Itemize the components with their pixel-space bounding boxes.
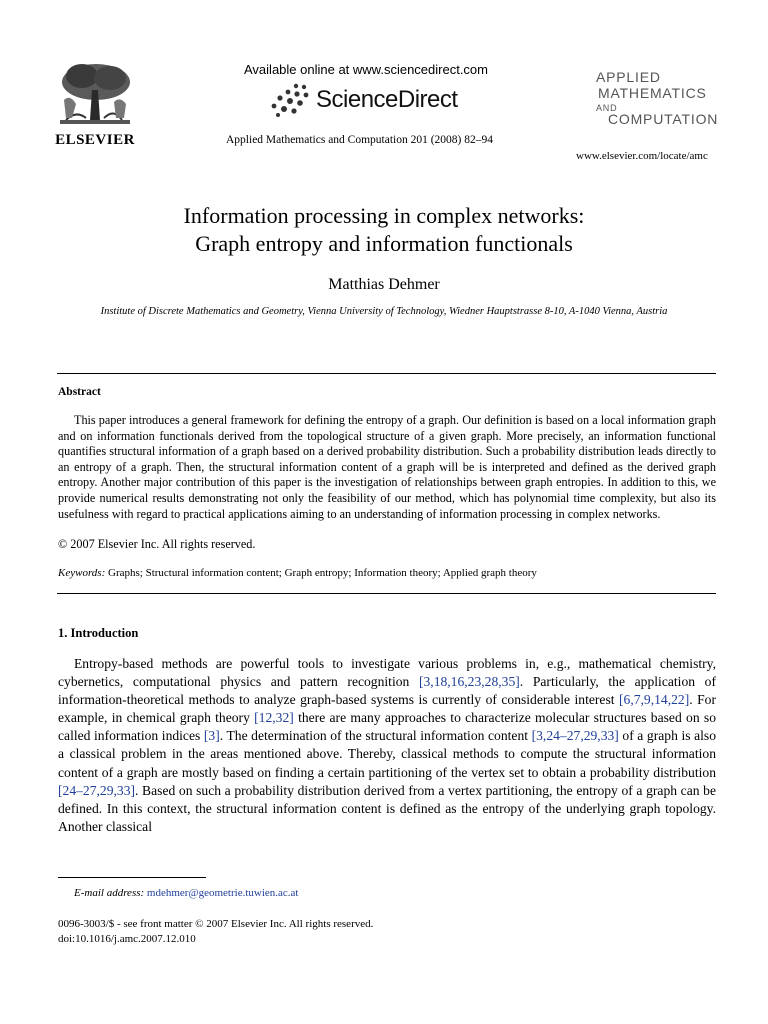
sciencedirect-dots-icon — [266, 82, 316, 118]
elsevier-logo — [52, 60, 138, 148]
keywords — [58, 567, 537, 579]
citation-link[interactable]: [6,7,9,14,22] — [619, 692, 690, 708]
introduction-paragraph — [58, 655, 716, 836]
publisher-name: ELSEVIER — [55, 132, 135, 148]
intro-text: . The determination of the structural information content — [219, 728, 532, 744]
issn-line: 0096-3003/$ - see front matter © 2007 Elsevier Inc. All rights reserved. — [58, 918, 374, 930]
intro-text: . Based on such a probability distribution derived from a vertex partitioning, the entropy of a graph can be defined. In this context, the structural information content is defined as the entropy of the underlying graph topology. Another classical — [58, 782, 716, 834]
journal-url[interactable]: www.elsevier.com/locate/amc — [576, 150, 708, 162]
intro-text: . For example, in chemical graph theory — [58, 692, 717, 726]
article-title-line-1: Information processing in complex networks: — [183, 203, 585, 228]
citation-link[interactable]: [3] — [203, 728, 220, 744]
front-matter — [58, 917, 373, 947]
sciencedirect-wordmark: ScienceDirect — [316, 86, 458, 113]
sciencedirect-logo — [266, 82, 466, 118]
citation-link[interactable]: [3,24–27,29,33] — [531, 728, 619, 744]
abstract-bottom-rule — [57, 593, 716, 594]
email-link[interactable]: mdehmer@geometrie.tuwien.ac.at — [146, 887, 299, 899]
journal-logo-line-3: AND — [596, 103, 618, 113]
article-title-line-2: Graph entropy and information functionals — [195, 231, 573, 256]
section-heading: 1. Introduction — [58, 626, 139, 640]
footnote-rule — [58, 877, 206, 878]
citation-link[interactable]: [24–27,29,33] — [58, 782, 136, 798]
intro-text: Entropy-based methods are powerful tools to investigate various problems in, e.g., mathematical chemistry, cybernetics, computational physics and pattern recognition — [58, 656, 716, 690]
citation-link[interactable]: [12,32] — [254, 710, 294, 726]
author-name: Matthias Dehmer — [328, 276, 440, 293]
intro-text: . Particularly, the application of information-theoretical methods to analyze graph-based systems is currently of considerable interest — [58, 674, 716, 708]
abstract-top-rule — [57, 373, 716, 374]
intro-text: there are many approaches to characterize molecular structures based on so called information indices — [58, 710, 717, 744]
journal-logo-line-1: APPLIED — [596, 69, 661, 85]
available-online-text: Available online at www.sciencedirect.com — [244, 62, 488, 77]
author-affiliation: Institute of Discrete Mathematics and Geometry, Vienna University of Technology, Wiedner Hauptstrasse 8-10, A-1040 Vienna, Austria — [100, 306, 668, 317]
journal-logo-line-4: COMPUTATION — [608, 111, 719, 127]
keywords-label: Keywords: — [58, 567, 106, 579]
intro-text: of a graph is also a classical problem in the areas mentioned above. Thereby, classical methods to compute the structural information content of a graph are mostly based on finding a certain partitioning of the vertex set to obtain a probability distribution — [58, 728, 716, 780]
abstract-text: This paper introduces a general framework for defining the entropy of a graph. Our definition is based on a local information graph and on information functionals derived from the topological structure of a given graph. More precisely, an information functional quantifies structural information of a graph based on a derived probability distribution. Such a probability distribution leads directly to an entropy of a graph. Then, the structural information content of a graph will be is interpreted and defined as the derived graph entropy. Another major contribution of this paper is the investigation of relationships between graph entropies. In addition to this, we provide numerical results demonstrating not only the feasibility of our method, which has polynomial time complexity, but also its usefulness with regard to practical applications aiming to an understanding of information processing in complex networks. — [58, 413, 716, 521]
doi-line: doi:10.1016/j.amc.2007.12.010 — [58, 933, 196, 945]
journal-logo — [596, 70, 720, 132]
keywords-list: Graphs; Structural information content; Graph entropy; Information theory; Applied graph theory — [108, 567, 537, 579]
footnote — [74, 887, 298, 899]
email-label: E-mail address: — [74, 887, 145, 899]
abstract-copyright: © 2007 Elsevier Inc. All rights reserved. — [58, 537, 256, 551]
citation-link[interactable]: [3,18,16,23,28,35] — [418, 674, 520, 690]
journal-logo-line-2: MATHEMATICS — [598, 85, 707, 101]
abstract-heading: Abstract — [58, 386, 101, 398]
journal-reference: Applied Mathematics and Computation 201 (2008) 82–94 — [226, 134, 494, 146]
elsevier-tree-icon — [56, 60, 134, 130]
